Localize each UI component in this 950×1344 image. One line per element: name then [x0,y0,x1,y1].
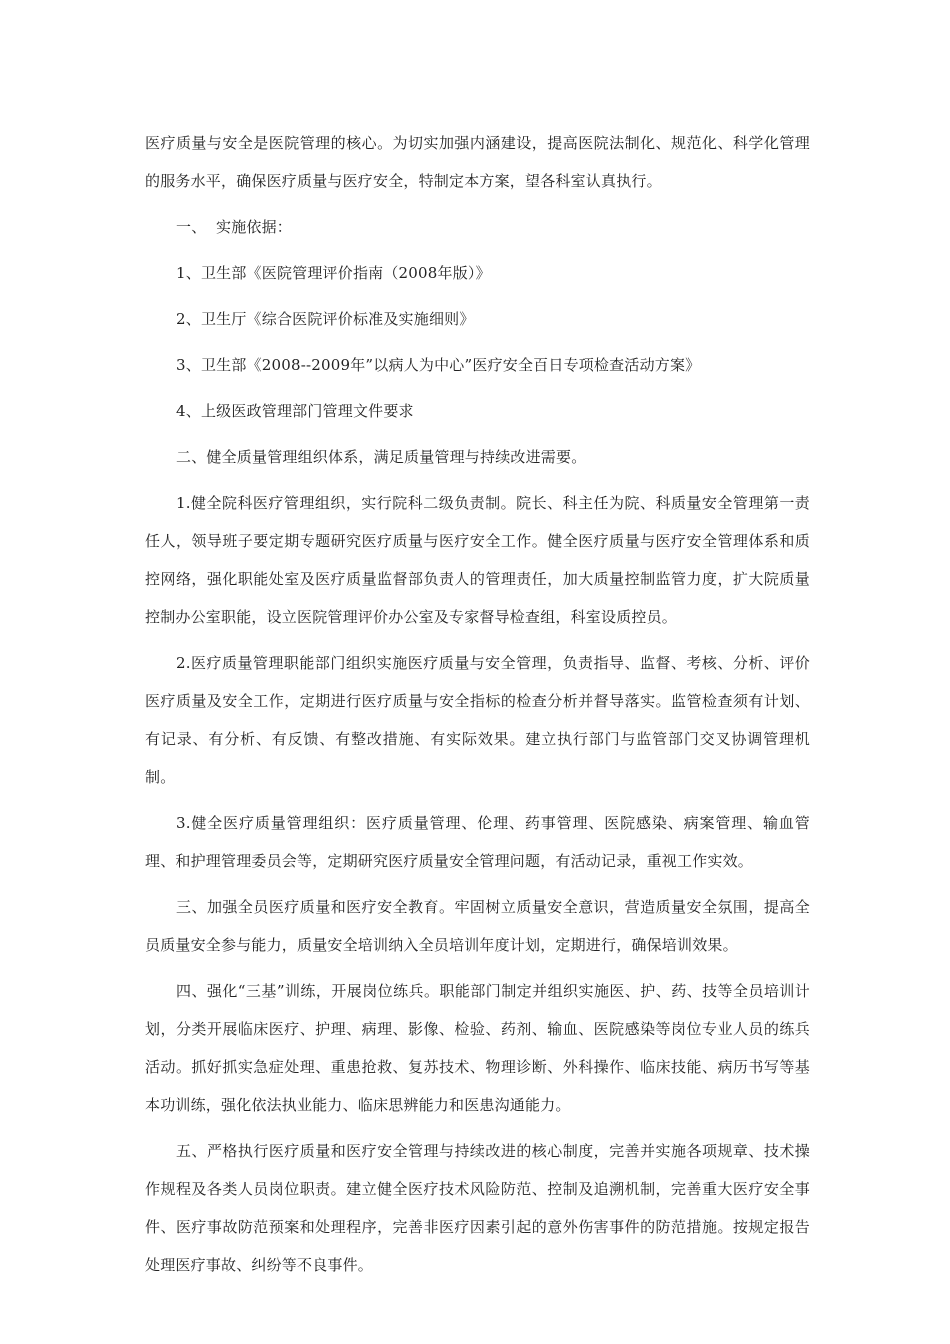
section1-heading [145,208,810,246]
section4-paragraph: 四、强化“三基”训练，开展岗位练兵。职能部门制定并组织实施医、护、药、技等全员培训计划，分类开展临床医疗、护理、病理、影像、检验、药剂、输血、医院感染等岗位专业人员的练兵活动。抓好抓实急症处理、重患抢救、复苏技术、物理诊断、外科操作、临床技能、病历书写等基本功训练，强化依法执业能力、临床思辨能力和医患沟通能力。 [145,982,810,1114]
basis-item-4: 4、上级医政管理部门管理文件要求 [176,402,414,420]
section5-paragraph: 五、严格执行医疗质量和医疗安全管理与持续改进的核心制度，完善并实施各项规章、技术操作规程及各类人员岗位职责。建立健全医疗技术风险防范、控制及追溯机制，完善重大医疗安全事件、医疗事故防范预案和处理程序，完善非医疗因素引起的意外伤害事件的防范措施。按规定报告处理医疗事故、纠纷等不良事件。 [145,1142,810,1274]
section3-paragraph: 三、加强全员医疗质量和医疗安全教育。牢固树立质量安全意识，营造质量安全氛围，提高全员质量安全参与能力，质量安全培训纳入全员培训年度计划，定期进行，确保培训效果。 [145,898,810,954]
section1-title: 实施依据： [216,218,293,236]
basis-item-1: 1、卫生部《医院管理评价指南（2008年版）》 [176,264,491,282]
section2-heading: 二、健全质量管理组织体系，满足质量管理与持续改进需要。 [176,448,587,466]
basis-item-2: 2、卫生厅《综合医院评价标准及实施细则》 [176,310,475,328]
section2-item-3: 3.健全医疗质量管理组织：医疗质量管理、伦理、药事管理、医院感染、病案管理、输血管理、和护理管理委员会等，定期研究医疗质量安全管理问题，有活动记录，重视工作实效。 [145,814,810,870]
section1-number: 一、 [176,218,207,236]
intro-paragraph: 医疗质量与安全是医院管理的核心。为切实加强内涵建设，提高医院法制化、规范化、科学化管理的服务水平，确保医疗质量与医疗安全，特制定本方案，望各科室认真执行。 [145,134,810,190]
basis-item-3: 3、卫生部《2008--2009年”以病人为中心”医疗安全百日专项检查活动方案》 [176,356,701,374]
section2-item-1: 1.健全院科医疗管理组织，实行院科二级负责制。院长、科主任为院、科质量安全管理第一责任人，领导班子要定期专题研究医疗质量与医疗安全工作。健全医疗质量与医疗安全管理体系和质控网络，强化职能处室及医疗质量监督部负责人的管理责任，加大质量控制监管力度，扩大院质量控制办公室职能，设立医院管理评价办公室及专家督导检查组，科室设质控员。 [145,494,810,626]
document-page [145,124,810,1292]
section2-item-2: 2.医疗质量管理职能部门组织实施医疗质量与安全管理，负责指导、监督、考核、分析、评价医疗质量及安全工作，定期进行医疗质量与安全指标的检查分析并督导落实。监管检查须有计划、有记录、有分析、有反馈、有整改措施、有实际效果。建立执行部门与监管部门交叉协调管理机制。 [145,654,810,786]
